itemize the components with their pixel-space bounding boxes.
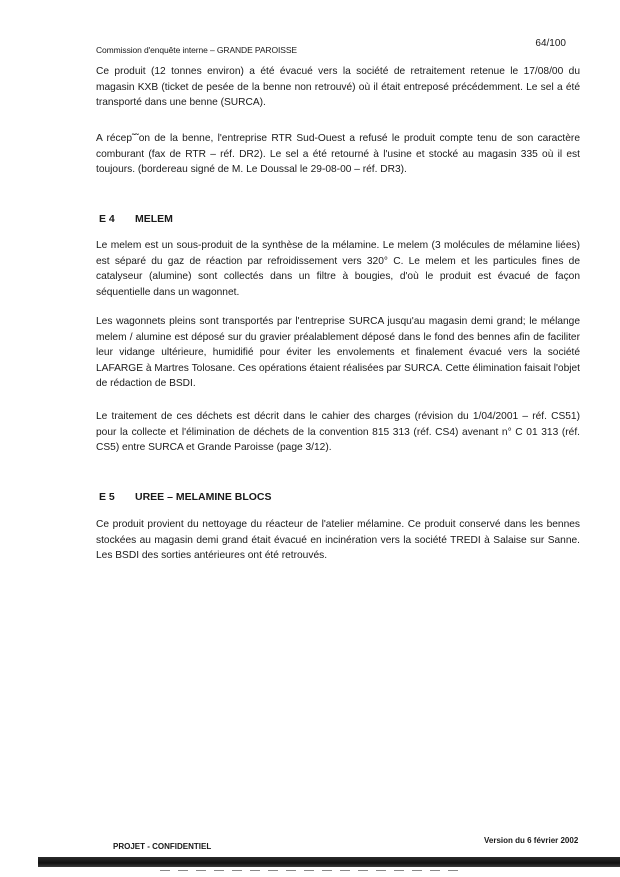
footer-confidential: PROJET - CONFIDENTIEL [113, 842, 212, 851]
footer-version: Version du 6 février 2002 [484, 836, 579, 845]
paragraph-melem-definition: Le melem est un sous-produit de la synthèse de la mélamine. Le melem (3 molécules de mélamine liées) est séparé du gaz de réaction par refroidissement vers 320° C. Le melem et les particules fines de catalyseur (alumine) sont collectés dans un filtre à bougies, d'où le produit est évacué de façon séquentielle dans un wagonnet. [96, 240, 580, 298]
paragraph-traitement: Le traitement de ces déchets est décrit dans le cahier des charges (révision du 1/04/2001 – réf. CS51) pour la collecte et l'élimination de déchets de la convention 815 313 (réf. CS4) avenant n° C 01 313 (réf. CS5) entre SURCA et Grande Paroisse (page 3/12). [96, 411, 580, 453]
page-number: 64/100 [535, 38, 566, 49]
section-title: UREE – MELAMINE BLOCS [135, 491, 272, 503]
paragraph-wagonnets: Les wagonnets pleins sont transportés par l'entreprise SURCA jusqu'au magasin demi grand; le mélange melem / alumine est déposé sur du gravier préalablement déposé dans le fond des bennes afin de faciliter leur vidange ultérieure, humidifié pour éviter les envolements et finalement évacué vers la société LAFARGE à Martres Tolosane. Ces opérations étaient réalisées par SURCA. Cette élimination faisait l'objet de rédaction de BSDI. [96, 316, 580, 389]
paragraph-uree-melamine: Ce produit provient du nettoyage du réacteur de l'atelier mélamine. Ce produit conservé dans les bennes stockées au magasin demi grand était évacué en incinération vers la société TREDI à Salaise sur Sanne. Les BSDI des sorties antérieures ont été retrouvés. [96, 519, 580, 561]
paragraph-reception: A récep˜˜on de la benne, l'entreprise RTR Sud-Ouest a refusé le produit compte tenu de son caractère comburant (fax de RTR – réf. DR2). Le sel a été retourné à l'usine et stocké au magasin 335 où il est toujours. (bordereau signé de M. Le Doussal le 29-08-00 – réf. DR3). [96, 133, 580, 175]
section-number: E 5 [99, 491, 115, 503]
section-title: MELEM [135, 213, 173, 225]
scan-edge-bar [38, 857, 620, 867]
scan-artifact-line [160, 870, 460, 871]
paragraph-transport: Ce produit (12 tonnes environ) a été évacué vers la société de retraitement retenue le 17/08/00 du magasin KXB (ticket de pesée de la benne non retrouvé) où il était entreposé précédemment. Le sel a été transporté dans une benne (SURCA). [96, 66, 580, 108]
header-title: Commission d'enquête interne – GRANDE PAROISSE [96, 45, 297, 55]
section-heading-e4 [99, 213, 173, 225]
section-number: E 4 [99, 213, 115, 225]
section-heading-e5 [99, 491, 272, 503]
